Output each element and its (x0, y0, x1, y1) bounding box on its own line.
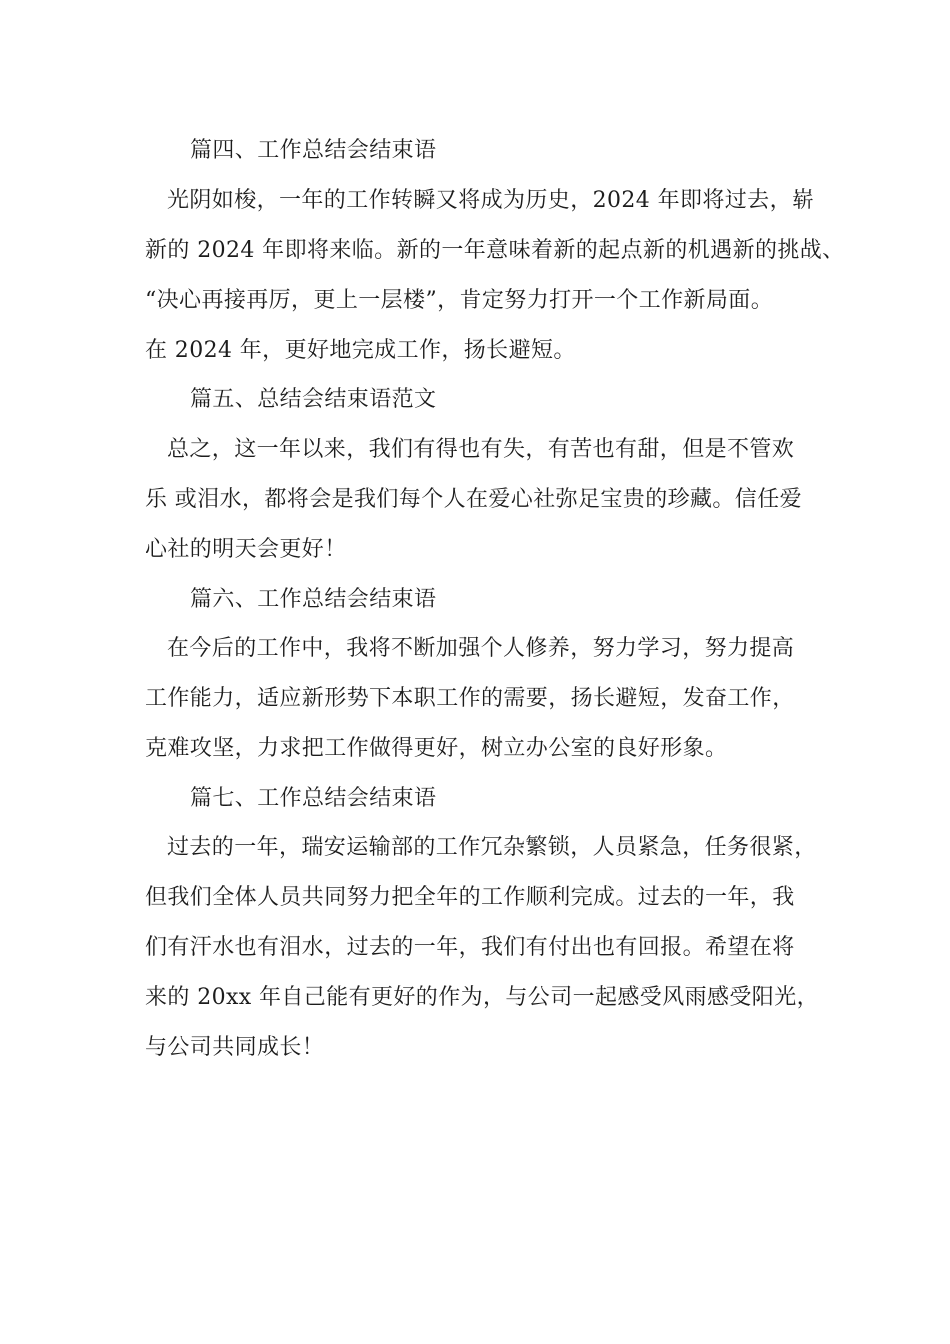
section-heading: 篇六、工作总结会结束语 (190, 587, 437, 612)
paragraph-line: “决心再接再厉，更上一层楼”，肯定努力打开一个工作新局面。 (145, 288, 774, 313)
section-heading: 篇四、工作总结会结束语 (190, 138, 437, 163)
paragraph-line: 们有汗水也有泪水，过去的一年，我们有付出也有回报。希望在将 (145, 935, 795, 960)
paragraph-line: 来的 20xx 年自己能有更好的作为，与公司一起感受风雨感受阳光， (145, 985, 819, 1010)
section-heading: 篇七、工作总结会结束语 (190, 786, 437, 811)
section-heading: 篇五、总结会结束语范文 (190, 387, 437, 412)
paragraph-line: 心社的明天会更好！ (145, 537, 347, 562)
paragraph-line: 工作能力，适应新形势下本职工作的需要，扬长避短，发奋工作， (145, 686, 795, 711)
paragraph-line: 在 2024 年，更好地完成工作，扬长避短。 (145, 338, 576, 363)
paragraph-line: 在今后的工作中，我将不断加强个人修养，努力学习，努力提高 (167, 636, 795, 661)
paragraph-line: 过去的一年，瑞安运输部的工作冗杂繁锁，人员紧急，任务很紧， (167, 835, 817, 860)
paragraph-line: 总之，这一年以来，我们有得也有失，有苦也有甜，但是不管欢 (167, 437, 795, 462)
paragraph-line: 光阴如梭，一年的工作转瞬又将成为历史，2024 年即将过去，崭 (167, 188, 815, 213)
paragraph-line: 克难攻坚，力求把工作做得更好，树立办公室的良好形象。 (145, 736, 728, 761)
paragraph-line: 新的 2024 年即将来临。新的一年意味着新的起点新的机遇新的挑战、 (145, 238, 845, 263)
paragraph-line: 但我们全体人员共同努力把全年的工作顺利完成。过去的一年，我 (145, 885, 795, 910)
paragraph-line: 与公司共同成长！ (145, 1035, 325, 1060)
paragraph-line: 乐 或泪水，都将会是我们每个人在爱心社弥足宝贵的珍藏。信任爱 (145, 487, 802, 512)
